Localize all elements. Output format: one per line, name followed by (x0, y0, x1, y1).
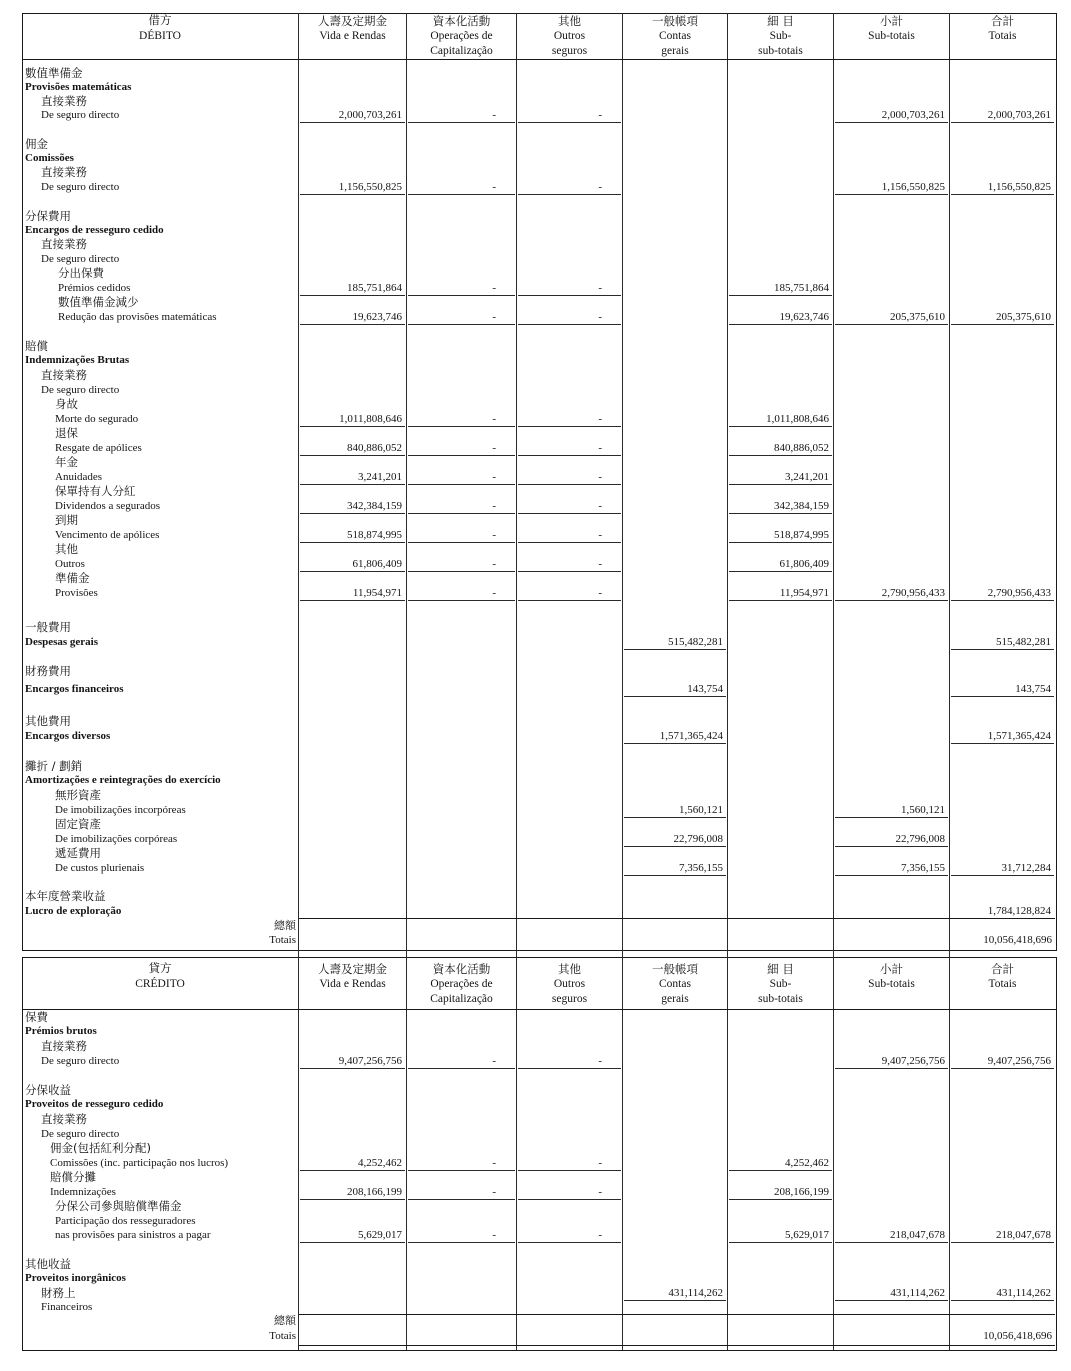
amount-underline (408, 484, 515, 485)
amount-underline (951, 649, 1054, 650)
amount-underline (835, 122, 948, 123)
debit-total-rule (299, 918, 1055, 919)
column-heading: Totais (988, 978, 1017, 990)
row-label: Redução das provisões matemáticas (58, 311, 217, 323)
amount-cell: 431,114,262 (996, 1287, 1051, 1299)
amount-underline (408, 1068, 515, 1069)
row-label: Comissões (inc. participação nos lucros) (50, 1157, 229, 1169)
column-divider (727, 13, 728, 1350)
amount-cell: 1,011,808,646 (339, 413, 402, 425)
amount-underline (300, 295, 405, 296)
row-label: Lucro de exploração (25, 905, 122, 917)
row-label: 遞延費用 (55, 846, 101, 860)
empty-dash-cell: - (598, 109, 602, 121)
column-heading: Operações de (430, 30, 493, 42)
row-label: 其他收益 (25, 1257, 71, 1271)
column-heading-line2: Capitalização (430, 45, 493, 57)
amount-cell: 7,356,155 (679, 862, 723, 874)
amount-cell: 185,751,864 (347, 282, 402, 294)
row-label: 佣金(包括紅利分配) (50, 1141, 151, 1155)
row-label: 數值準備金減少 (58, 295, 139, 309)
amount-underline (300, 1170, 405, 1171)
amount-cell: 4,252,462 (785, 1157, 829, 1169)
amount-underline (408, 426, 515, 427)
row-label: 本年度營業收益 (25, 889, 106, 903)
amount-cell: 9,407,256,756 (338, 1055, 402, 1067)
amount-cell: 4,252,462 (358, 1157, 402, 1169)
column-heading-line2: sub-totais (758, 993, 803, 1005)
amount-cell: 205,375,610 (890, 311, 945, 323)
amount-underline (300, 194, 405, 195)
amount-underline (408, 571, 515, 572)
row-label: 直接業務 (41, 94, 87, 108)
amount-underline (951, 1068, 1054, 1069)
amount-underline (408, 1170, 515, 1171)
amount-underline (835, 846, 948, 847)
amount-cell: 208,166,199 (347, 1186, 402, 1198)
amount-underline (729, 513, 832, 514)
row-label: 財務上 (41, 1286, 76, 1300)
empty-dash-cell: - (492, 1055, 496, 1067)
row-label: De seguro directo (41, 1128, 120, 1140)
amount-cell: 205,375,610 (996, 311, 1051, 323)
amount-underline (408, 324, 515, 325)
amount-underline (408, 600, 515, 601)
row-label: Financeiros (41, 1301, 93, 1313)
amount-cell: 218,047,678 (890, 1229, 945, 1241)
amount-underline (518, 571, 621, 572)
amount-underline (729, 1242, 832, 1243)
amount-underline (408, 1199, 515, 1200)
amount-underline (408, 542, 515, 543)
column-heading-zh: 細 目 (767, 962, 794, 976)
column-divider (516, 13, 517, 1350)
empty-dash-cell: - (492, 1186, 496, 1198)
credit-heading-zh: 貸方 (148, 963, 172, 975)
row-label: 退保 (55, 426, 78, 440)
empty-dash-cell: - (598, 558, 602, 570)
amount-cell: 9,407,256,756 (881, 1055, 945, 1067)
amount-underline (408, 1242, 515, 1243)
amount-cell: 2,790,956,433 (881, 587, 945, 599)
debit-heading: DÉBITO (139, 30, 181, 42)
amount-underline (729, 1170, 832, 1171)
row-label: De imobilizações incorpóreas (55, 804, 186, 816)
column-heading-zh: 一般帳項 (652, 962, 698, 976)
amount-cell: 61,806,409 (352, 558, 402, 570)
row-label: De seguro directo (41, 1055, 120, 1067)
amount-underline (729, 571, 832, 572)
empty-dash-cell: - (492, 1157, 496, 1169)
empty-dash-cell: - (598, 500, 602, 512)
empty-dash-cell: - (598, 471, 602, 483)
row-label: 直接業務 (41, 165, 87, 179)
empty-dash-cell: - (598, 1157, 602, 1169)
amount-cell: 185,751,864 (774, 282, 829, 294)
amount-cell: 22,796,008 (673, 833, 723, 845)
amount-cell: 840,886,052 (347, 442, 402, 454)
empty-dash-cell: - (598, 181, 602, 193)
amount-cell: 1,156,550,825 (338, 181, 402, 193)
amount-cell: 143,754 (1015, 683, 1051, 695)
amount-underline (624, 875, 726, 876)
amount-underline (624, 846, 726, 847)
row-label: 直接業務 (41, 1112, 87, 1126)
empty-dash-cell: - (492, 181, 496, 193)
credit-grand-total: 10,056,418,696 (983, 1330, 1052, 1342)
amount-cell: 7,356,155 (901, 862, 945, 874)
column-heading: Contas (659, 978, 691, 990)
column-heading: Sub- (769, 978, 792, 990)
row-label: Encargos financeiros (25, 683, 124, 695)
row-label: Vencimento de apólices (55, 529, 160, 541)
amount-underline (408, 513, 515, 514)
amount-underline (951, 324, 1054, 325)
column-heading: Sub- (769, 30, 792, 42)
row-label: Prémios brutos (25, 1025, 97, 1037)
row-label: Amortizações e reintegrações do exercício (25, 774, 221, 786)
empty-dash-cell: - (492, 529, 496, 541)
empty-dash-cell: - (598, 1229, 602, 1241)
amount-underline (835, 1068, 948, 1069)
column-divider (833, 13, 834, 1350)
column-heading-line2: gerais (661, 993, 689, 1005)
row-label: Comissões (25, 152, 74, 164)
row-label: De seguro directo (41, 253, 120, 265)
row-label: 身故 (55, 397, 78, 411)
amount-underline (835, 194, 948, 195)
amount-underline (518, 426, 621, 427)
row-label: 無形資產 (55, 788, 101, 802)
amount-cell: 518,874,995 (347, 529, 402, 541)
row-label: Indemnizações (50, 1186, 116, 1198)
credit-total-rule (299, 1314, 1055, 1315)
row-label: Despesas gerais (25, 636, 99, 648)
amount-underline (518, 484, 621, 485)
amount-underline (300, 1242, 405, 1243)
amount-cell: 431,114,262 (668, 1287, 723, 1299)
amount-cell: 61,806,409 (779, 558, 829, 570)
amount-cell: 1,571,365,424 (987, 730, 1051, 742)
row-label: Encargos diversos (25, 730, 111, 742)
amount-cell: 31,712,284 (1001, 862, 1051, 874)
amount-cell: 1,571,365,424 (659, 730, 723, 742)
row-label: De custos plurienais (55, 862, 145, 874)
amount-cell: 208,166,199 (774, 1186, 829, 1198)
row-label: Provisões (55, 587, 98, 599)
column-heading: Totais (988, 30, 1017, 42)
empty-dash-cell: - (598, 311, 602, 323)
row-label: 保費 (25, 1010, 48, 1024)
amount-underline (300, 600, 405, 601)
amount-cell: 11,954,971 (779, 587, 829, 599)
amount-underline (300, 122, 405, 123)
row-label: 分保公司參與賠償準備金 (55, 1199, 182, 1213)
amount-underline (518, 513, 621, 514)
amount-underline (518, 295, 621, 296)
amount-underline (729, 1199, 832, 1200)
column-heading-zh: 小計 (880, 14, 903, 28)
amount-underline (951, 600, 1054, 601)
amount-underline (835, 817, 948, 818)
column-divider (298, 13, 299, 1350)
amount-underline (518, 122, 621, 123)
row-label: 直接業務 (41, 368, 87, 382)
amount-cell: 1,156,550,825 (987, 181, 1051, 193)
amount-underline (951, 875, 1054, 876)
amount-underline (408, 194, 515, 195)
debit-grand-total: 10,056,418,696 (983, 934, 1052, 946)
amount-underline (835, 600, 948, 601)
empty-dash-cell: - (598, 587, 602, 599)
row-label: De seguro directo (41, 181, 120, 193)
amount-underline (518, 542, 621, 543)
empty-dash-cell: - (598, 1055, 602, 1067)
row-label: Dividendos a segurados (55, 500, 161, 512)
amount-cell: 2,000,703,261 (881, 109, 945, 121)
empty-dash-cell: - (492, 471, 496, 483)
row-label: 直接業務 (41, 237, 87, 251)
amount-underline (624, 743, 726, 744)
row-label: 分保費用 (25, 209, 71, 223)
column-heading: Vida e Rendas (319, 30, 386, 42)
column-heading: Sub-totais (868, 978, 915, 990)
header-divider (22, 59, 1056, 60)
empty-dash-cell: - (598, 442, 602, 454)
amount-underline (729, 426, 832, 427)
empty-dash-cell: - (492, 282, 496, 294)
empty-dash-cell: - (492, 311, 496, 323)
column-heading-line2: sub-totais (758, 45, 803, 57)
amount-underline (729, 455, 832, 456)
row-label: Resgate de apólices (55, 442, 142, 454)
amount-underline (951, 194, 1054, 195)
amount-underline (729, 295, 832, 296)
amount-underline (835, 875, 948, 876)
column-heading-zh: 資本化活動 (432, 14, 491, 28)
empty-dash-cell: - (598, 413, 602, 425)
column-heading-line2: gerais (661, 45, 689, 57)
amount-underline (729, 484, 832, 485)
empty-dash-cell: - (598, 282, 602, 294)
column-heading-zh: 一般帳項 (652, 14, 698, 28)
column-heading-zh: 小計 (880, 962, 903, 976)
amount-cell: 9,407,256,756 (987, 1055, 1051, 1067)
column-heading-line2: Capitalização (430, 993, 493, 1005)
credit-total-label-zh: 總額 (274, 1315, 296, 1327)
row-label: 財務費用 (25, 664, 71, 678)
empty-dash-cell: - (492, 558, 496, 570)
amount-cell: 515,482,281 (668, 636, 723, 648)
row-label: 年金 (55, 455, 78, 469)
amount-underline (300, 513, 405, 514)
column-heading-zh: 其他 (558, 962, 581, 976)
column-heading-line2: seguros (551, 993, 588, 1005)
column-heading: Outros (553, 978, 586, 990)
row-label: 其他費用 (25, 714, 71, 728)
amount-underline (518, 324, 621, 325)
row-label: 攤折 / 劃銷 (25, 759, 83, 773)
column-heading-zh: 合計 (991, 14, 1014, 28)
amount-underline (951, 1242, 1054, 1243)
amount-underline (300, 1199, 405, 1200)
amount-cell: 3,241,201 (785, 471, 829, 483)
amount-underline (835, 324, 948, 325)
amount-cell: 5,629,017 (358, 1229, 402, 1241)
row-label: Provisões matemáticas (25, 81, 132, 93)
amount-underline (624, 817, 726, 818)
column-heading: Operações de (430, 978, 493, 990)
amount-cell: 218,047,678 (996, 1229, 1051, 1241)
empty-dash-cell: - (492, 413, 496, 425)
debit-total-label-zh: 總額 (274, 920, 296, 932)
row-label: 直接業務 (41, 1039, 87, 1053)
column-heading-zh: 合計 (991, 962, 1014, 976)
amount-cell: 1,784,128,824 (987, 905, 1051, 917)
row-label: 賠償分攤 (50, 1170, 96, 1184)
amount-underline (518, 194, 621, 195)
amount-underline (518, 1170, 621, 1171)
amount-underline (518, 1242, 621, 1243)
amount-underline (518, 1199, 621, 1200)
amount-underline (518, 1068, 621, 1069)
amount-underline (624, 649, 726, 650)
amount-cell: 2,790,956,433 (987, 587, 1051, 599)
amount-cell: 2,000,703,261 (338, 109, 402, 121)
column-heading: Sub-totais (868, 30, 915, 42)
amount-cell: 515,482,281 (996, 636, 1051, 648)
column-heading: Vida e Rendas (319, 978, 386, 990)
amount-cell: 143,754 (687, 683, 723, 695)
credit-total-label: Totais (269, 1330, 296, 1342)
column-heading-zh: 人壽及定期金 (318, 962, 387, 976)
row-label: Encargos de resseguro cedido (25, 224, 164, 236)
amount-underline (518, 600, 621, 601)
row-label: Anuidades (55, 471, 103, 483)
amount-underline (951, 743, 1054, 744)
amount-underline (300, 1068, 405, 1069)
empty-dash-cell: - (492, 500, 496, 512)
row-label: 分保收益 (25, 1083, 71, 1097)
empty-dash-cell: - (492, 442, 496, 454)
amount-underline (951, 1300, 1054, 1301)
row-label: Outros (55, 558, 85, 570)
row-label: Prémios cedidos (58, 282, 131, 294)
amount-underline (951, 696, 1054, 697)
row-label: 其他 (55, 542, 78, 556)
amount-cell: 342,384,159 (774, 500, 829, 512)
row-label: 固定資產 (55, 817, 101, 831)
row-label: 數值準備金 (25, 66, 83, 80)
column-heading-line2: seguros (551, 45, 588, 57)
row-label: 準備金 (55, 571, 90, 585)
debit-total-label: Totais (269, 934, 296, 946)
amount-cell: 3,241,201 (358, 471, 402, 483)
amount-underline (729, 600, 832, 601)
row-label: 賠償 (25, 339, 48, 353)
column-divider (406, 13, 407, 1350)
column-heading: Contas (659, 30, 691, 42)
empty-dash-cell: - (492, 109, 496, 121)
amount-underline (300, 571, 405, 572)
row-label: 佣金 (25, 137, 48, 151)
header-divider (22, 1009, 1056, 1010)
row-label: nas provisões para sinistros a pagar (55, 1229, 211, 1241)
amount-underline (408, 122, 515, 123)
amount-cell: 19,623,746 (779, 311, 829, 323)
empty-dash-cell: - (598, 1186, 602, 1198)
row-label: Participação dos resseguradores (55, 1215, 196, 1227)
amount-underline (518, 455, 621, 456)
column-heading-zh: 資本化活動 (432, 962, 491, 976)
amount-cell: 342,384,159 (347, 500, 402, 512)
row-label: Proveitos inorgânicos (25, 1272, 126, 1284)
column-heading: Outros (553, 30, 586, 42)
row-label: De imobilizações corpóreas (55, 833, 178, 845)
amount-cell: 1,011,808,646 (766, 413, 829, 425)
amount-cell: 11,954,971 (352, 587, 402, 599)
empty-dash-cell: - (598, 529, 602, 541)
column-heading-zh: 細 目 (767, 14, 794, 28)
amount-underline (624, 1300, 726, 1301)
row-label: Proveitos de resseguro cedido (25, 1098, 164, 1110)
amount-underline (835, 1300, 948, 1301)
row-label: Indemnizações Brutas (25, 354, 130, 366)
amount-underline (300, 484, 405, 485)
amount-underline (729, 542, 832, 543)
row-label: 分出保費 (58, 266, 104, 280)
credit-double-rule (299, 1345, 1055, 1346)
amount-underline (300, 324, 405, 325)
amount-underline (835, 1242, 948, 1243)
debit-heading-zh: 借方 (148, 15, 172, 27)
row-label: 保單持有人分紅 (55, 484, 136, 498)
row-label: De seguro directo (41, 109, 120, 121)
amount-underline (951, 122, 1054, 123)
amount-underline (300, 426, 405, 427)
amount-cell: 1,156,550,825 (881, 181, 945, 193)
amount-cell: 840,886,052 (774, 442, 829, 454)
column-heading-zh: 其他 (558, 14, 581, 28)
amount-cell: 518,874,995 (774, 529, 829, 541)
amount-underline (408, 295, 515, 296)
amount-cell: 431,114,262 (890, 1287, 945, 1299)
credit-heading: CRÉDITO (135, 978, 185, 990)
amount-cell: 1,560,121 (901, 804, 945, 816)
column-heading-zh: 人壽及定期金 (318, 14, 387, 28)
row-label: 一般費用 (25, 620, 71, 634)
row-label: De seguro directo (41, 384, 120, 396)
row-label: 到期 (55, 513, 78, 527)
amount-underline (729, 324, 832, 325)
amount-underline (300, 455, 405, 456)
empty-dash-cell: - (492, 587, 496, 599)
amount-cell: 2,000,703,261 (987, 109, 1051, 121)
amount-cell: 19,623,746 (352, 311, 402, 323)
empty-dash-cell: - (492, 1229, 496, 1241)
amount-cell: 22,796,008 (895, 833, 945, 845)
amount-underline (408, 455, 515, 456)
row-label: Morte do segurado (55, 413, 139, 425)
amount-cell: 5,629,017 (785, 1229, 829, 1241)
amount-underline (300, 542, 405, 543)
amount-underline (624, 696, 726, 697)
amount-cell: 1,560,121 (679, 804, 723, 816)
